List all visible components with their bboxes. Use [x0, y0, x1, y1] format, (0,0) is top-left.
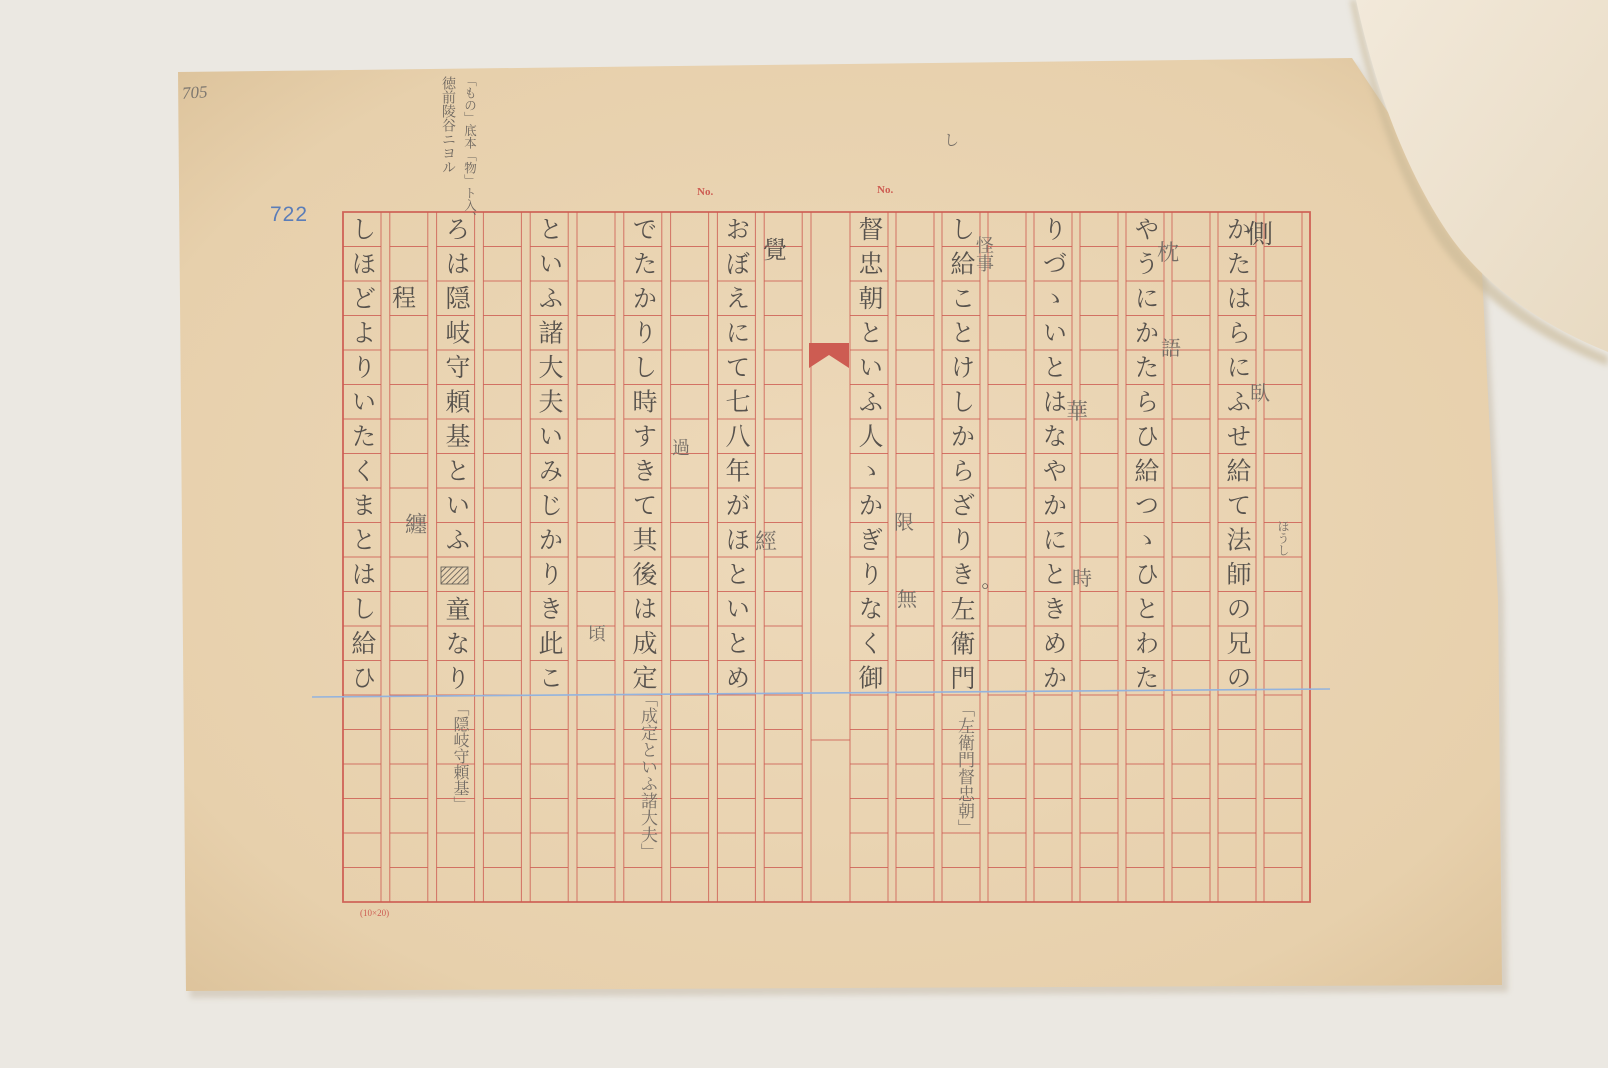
annotation-kagiri: 限 [894, 510, 914, 534]
lower-note-narisada: 「成定といふ諸大夫」 [637, 690, 657, 860]
annotation-hetsu: 經 [755, 530, 778, 555]
column-right-4-part-1: し給ことけしからざりき [947, 216, 976, 596]
pencil-page-number: 705 [181, 82, 209, 103]
annotation-koro: 頃 [588, 624, 606, 645]
column-left-2: でたかりし時すきて其後は成定 [629, 216, 658, 699]
hatched-cell [441, 567, 468, 584]
lower-note-oki-no-kami: 「隠岐守頼基」 [451, 700, 470, 812]
annotation-houshi: ほうし [1276, 520, 1290, 556]
annotation-kataru: 語 [1161, 336, 1181, 360]
column-left-1: おぼえにて七八年がほといとめ [722, 216, 751, 699]
no-label-right: No. [877, 184, 894, 196]
column-right-2: やうにかたらひ給つゝひとわた [1131, 216, 1160, 699]
column-left-4-part-2: 童なり [442, 596, 471, 700]
column-right-5: 督忠朝といふ人ゝかぎりなく御 [855, 216, 884, 699]
column-left-5: しほどよりいたくまとはし給ひ [348, 216, 377, 699]
annotation-keshikara: 怪事 [973, 236, 994, 272]
annotation-naku: 無 [897, 587, 917, 611]
annotation-toki: 時 [1072, 566, 1092, 590]
grid-size-label: (10×20) [360, 908, 390, 918]
column-left-3: といふ諸大夫いみじかりき此こ [535, 216, 564, 699]
annotation-katawara: 側 [1247, 220, 1274, 250]
annotation-sugite: 過 [672, 438, 690, 459]
lower-note-saemon: 「左衛門督忠朝」 [954, 700, 974, 836]
annotation-hodo: 程 [392, 284, 416, 312]
annotation-oboe: 覺 [763, 236, 787, 264]
annotation-matowashi: 纏 [405, 513, 428, 538]
no-label-left: No. [697, 186, 714, 198]
column-right-3: りづゝいとはなやかにときめか [1039, 216, 1068, 699]
header-note-line-2: 徳前陵谷ニヨル [440, 76, 456, 174]
blue-page-number: 722 [270, 203, 309, 226]
column-right-1: かたはらにふせ給て法師の兄の [1223, 216, 1252, 699]
top-pencil-mark: し [944, 131, 960, 149]
annotation-fuse: 臥 [1250, 381, 1270, 405]
annotation-hana: 華 [1066, 400, 1089, 425]
annotation-makura: 枕 [1157, 241, 1180, 266]
column-right-4-part-2: 左衛門 [947, 596, 976, 700]
column-left-4-part-1: ろは隠岐守頼基といふ [442, 216, 471, 561]
column-right-4-period: 。 [966, 582, 990, 602]
header-note-line-1: 「もの」底本「物」ト入、 [462, 74, 478, 224]
